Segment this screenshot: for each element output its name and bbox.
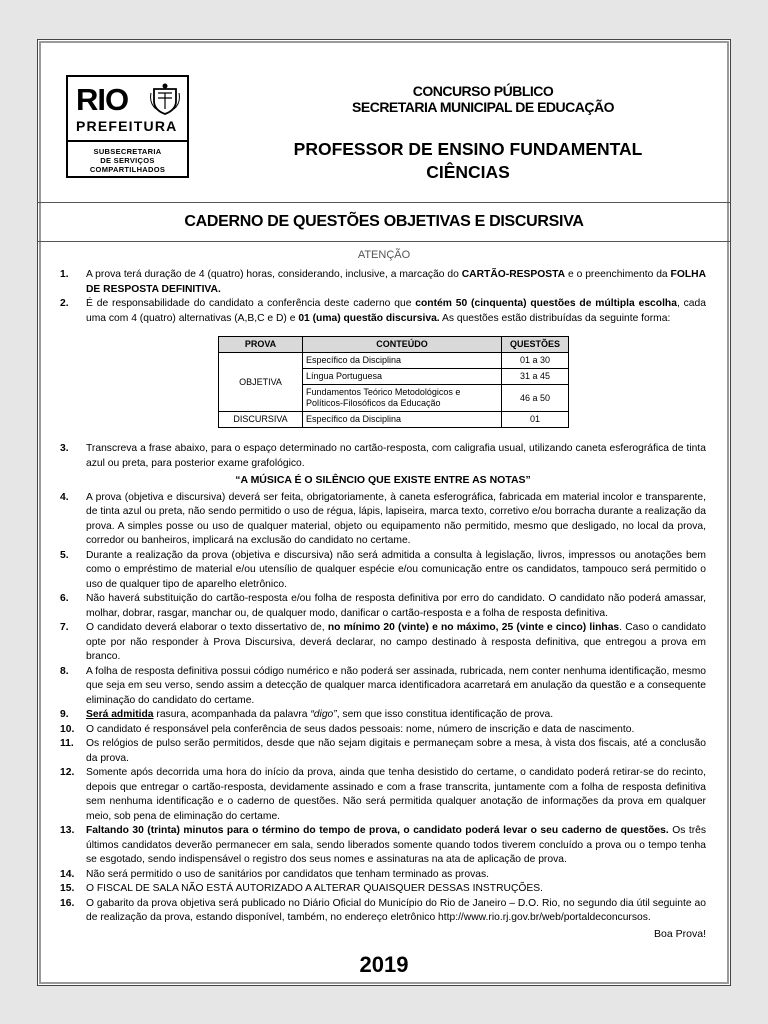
table-cell: Específico da Disciplina bbox=[303, 412, 502, 428]
instruction-text: Os relógios de pulso serão permitidos, desde que não sejam digitais e permaneçam sobre a mesa, à vista dos fiscais, até a conclusão da prova. bbox=[86, 738, 706, 764]
header bbox=[38, 40, 730, 203]
instruction-item bbox=[60, 665, 706, 709]
instruction-item bbox=[60, 897, 706, 926]
coat-of-arms-icon bbox=[150, 83, 180, 115]
table-header: QUESTÕES bbox=[502, 337, 569, 353]
table-cell: DISCURSIVA bbox=[219, 412, 303, 428]
instruction-text: Não será permitido o uso de sanitários por candidatos que tenham terminado as provas. bbox=[86, 868, 489, 880]
instruction-number: 6. bbox=[60, 593, 69, 604]
instruction-number: 2. bbox=[60, 298, 69, 309]
table-cell: Específico da Disciplina bbox=[303, 353, 502, 369]
year: 2019 bbox=[359, 952, 409, 977]
table-row bbox=[219, 412, 569, 428]
instruction-number: 3. bbox=[60, 443, 69, 454]
instruction-number: 15. bbox=[60, 883, 75, 894]
instruction-number: 13. bbox=[60, 825, 75, 836]
instruction-text: A prova terá duração de 4 (quatro) horas, considerando, inclusive, a marcação do CARTÃO-RESPOSTA e o preenchimento da FOLHA DE RESPOSTA DEFINITIVA. bbox=[86, 269, 707, 295]
instruction-item bbox=[60, 442, 706, 471]
instruction-number: 16. bbox=[60, 897, 75, 909]
instruction-text: A folha de resposta definitiva possui código numérico e não poderá ser assinada, rubricada, nem conter nenhuma identificação, mesmo que seja em seu verso, sendo assim a detecção de qualquer marca identificadora acarretará em anulação da questão e a consequente eliminação do candidato do certame. bbox=[86, 665, 706, 706]
instruction-text: A prova (objetiva e discursiva) deverá ser feita, obrigatoriamente, à caneta esferográfica, fabricada em material incolor e transparente, de tinta azul ou preta, não sendo permitido o uso de régua, lápis, lapiseira, marca texto, corretivo e/ou borracha durante a realização da prova. A simples posse ou uso de qualquer material, objeto ou equipamento não permitido, mesmo que desligado, no local da prova, corredor ou banheiros, implicará na exclusão do candidato no certame. bbox=[86, 491, 706, 546]
instruction-text: Somente após decorrida uma hora do início da prova, ainda que tenha desistido do certame, o candidato poderá retirar-se do recinto, depois que entregar o cartão-resposta, devidamente assinado e com a frase transcrita, juntamente com a folha de resposta definitiva sem nenhuma identificação e o caderno de questões. Não será permitida qualquer anotação de informações da prova em qualquer meio, sob pena de eliminação do certame. bbox=[86, 767, 706, 822]
instruction-number: 14. bbox=[60, 868, 75, 880]
table-cell: 46 a 50 bbox=[502, 385, 569, 412]
instruction-item bbox=[60, 723, 706, 738]
instruction-number: 11. bbox=[60, 738, 74, 749]
instruction-text: Faltando 30 (trinta) minutos para o término do tempo de prova, o candidato poderá levar o seu caderno de questões. Os três últimos candidatos deverão permanecer em sala, sendo liberados somente quando todos tiverem concluído a prova ou o tempo tenha se esgotado, sendo indispensável o registro dos seus nomes e assinaturas na ata de aplicação de prova. bbox=[86, 825, 706, 865]
instruction-number: 12. bbox=[60, 767, 75, 778]
instruction-text: É de responsabilidade do candidato a conferência deste caderno que contém 50 (cinquenta) questões de múltipla escolha, cada uma com 4 (quatro) alternativas (A,B,C e D) e 01 (uma) questão discursiva. As questões estão distribuídas da seguinte forma: bbox=[86, 298, 706, 324]
instruction-number: 4. bbox=[60, 491, 69, 503]
question-distribution-table bbox=[218, 336, 569, 428]
position-title: PROFESSOR DE ENSINO FUNDAMENTAL bbox=[293, 139, 643, 159]
instruction-text: Transcreva a frase abaixo, para o espaço determinado no cartão-resposta, com caligrafia usual, utilizando caneta esferográfica de tinta azul ou preta, para posterior exame grafológico. bbox=[86, 443, 706, 469]
table-cell: 31 a 45 bbox=[502, 369, 569, 385]
instruction-item bbox=[60, 868, 706, 883]
table-cell: OBJETIVA bbox=[219, 353, 303, 412]
instruction-text: O FISCAL DE SALA NÃO ESTÁ AUTORIZADO A ALTERAR QUAISQUER DESSAS INSTRUÇÕES. bbox=[86, 883, 543, 894]
instruction-text: O candidato deverá elaborar o texto dissertativo de, no mínimo 20 (vinte) e no máximo, 25 (vinte e cinco) linhas. Caso o candidato opte por não responder à Prova Discursiva, deverá declarar, no campo destinado à resposta definitiva, que entregou a prova em branco. bbox=[86, 622, 706, 662]
instruction-item bbox=[60, 882, 706, 897]
table-row bbox=[219, 353, 569, 369]
logo-prefeitura-text: PREFEITURA bbox=[76, 118, 178, 134]
exam-cover-page bbox=[37, 39, 731, 986]
transcription-phrase: “A MÚSICA É O SILÊNCIO QUE EXISTE ENTRE AS NOTAS” bbox=[235, 474, 531, 486]
instruction-number: 1. bbox=[60, 269, 69, 280]
instruction-item bbox=[60, 766, 706, 824]
instruction-item bbox=[60, 737, 706, 766]
instruction-number: 9. bbox=[60, 709, 69, 720]
logo-subtitle: SUBSECRETARIA DE SERVIÇOS COMPARTILHADOS bbox=[89, 147, 166, 174]
table-cell: 01 bbox=[502, 412, 569, 428]
secretariat-name: SECRETARIA MUNICIPAL DE EDUCAÇÃO bbox=[352, 99, 614, 115]
instruction-number: 10. bbox=[60, 723, 75, 735]
instruction-text: O gabarito da prova objetiva será publicado no Diário Oficial do Município do Rio de Janeiro – D.O. Rio, no segundo dia útil seguinte ao de realização da prova, estando disponível, também, no endereço eletrônico http://www.rio.rj.gov.br/web/portaldeconcursos. bbox=[86, 897, 706, 923]
instruction-text: O candidato é responsável pela conferência de seus dados pessoais: nome, número de inscrição e data de nascimento. bbox=[86, 723, 635, 735]
instruction-item bbox=[60, 621, 706, 665]
instruction-item bbox=[60, 824, 706, 868]
instruction-text: Será admitida rasura, acompanhada da palavra “digo”, sem que isso constitua identificação de prova. bbox=[86, 709, 554, 720]
instruction-number: 7. bbox=[60, 622, 69, 633]
instruction-item bbox=[60, 268, 706, 297]
instructions-list bbox=[60, 268, 706, 941]
instruction-item bbox=[60, 491, 706, 549]
instruction-item bbox=[60, 592, 706, 621]
good-luck-text: Boa Prova! bbox=[654, 927, 706, 940]
subject-title: CIÊNCIAS bbox=[426, 162, 510, 182]
instruction-item bbox=[60, 549, 706, 593]
table-cell: 01 a 30 bbox=[502, 353, 569, 369]
rio-prefeitura-logo bbox=[66, 75, 189, 178]
instruction-number: 8. bbox=[60, 665, 69, 677]
contest-name: CONCURSO PÚBLICO bbox=[412, 83, 554, 99]
table-header: PROVA bbox=[219, 337, 303, 353]
table-cell: Língua Portuguesa bbox=[303, 369, 502, 385]
booklet-title: CADERNO DE QUESTÕES OBJETIVAS E DISCURSIVA bbox=[38, 203, 730, 242]
instruction-number: 5. bbox=[60, 549, 69, 561]
logo-rio-text: RIO bbox=[76, 82, 129, 117]
instruction-text: Não haverá substituição do cartão-resposta e/ou folha de resposta definitiva por erro do candidato. O candidato não poderá amassar, molhar, dobrar, rasgar, manchar ou, de qualquer modo, danificar o cartão-resposta e a folha de resposta definitiva. bbox=[86, 593, 706, 619]
instruction-text: Durante a realização da prova (objetiva e discursiva) não será admitida a consulta à legislação, livros, impressos ou anotações bem como o empréstimo de material e/ou utensílio de qualquer espécie e/ou comunicação entre os candidatos, tampouco será permitido o uso de qualquer tipo de aparelho eletrônico. bbox=[86, 549, 706, 590]
table-header: CONTEÚDO bbox=[303, 337, 502, 353]
instruction-item bbox=[60, 708, 706, 723]
attention-heading: ATENÇÃO bbox=[357, 249, 411, 261]
table-cell: Fundamentos Teórico Metodológicos e Políticos-Filosóficos da Educação bbox=[303, 385, 502, 412]
instruction-item bbox=[60, 297, 706, 326]
